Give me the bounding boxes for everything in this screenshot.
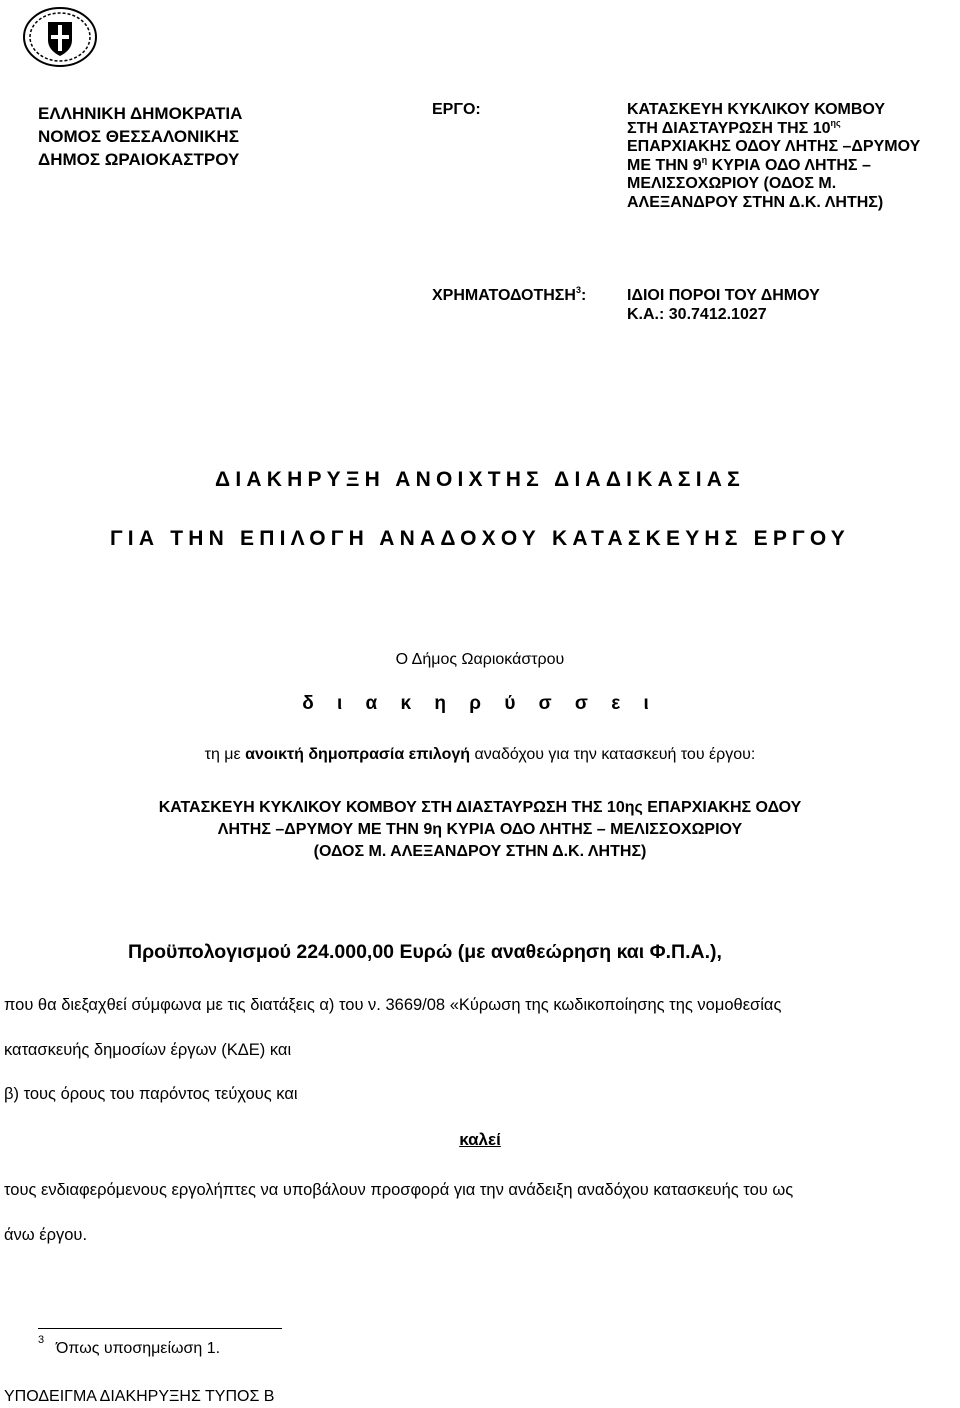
law-line-2: κατασκευής δημοσίων έργων (ΚΔΕ) και	[4, 1041, 292, 1059]
project-line-5: ΜΕΛΙΣΣΟΧΩΡΙΟΥ (ΟΔΟΣ Μ.	[627, 175, 837, 192]
declares-line: δ ι α κ η ρ ύ σ σ ε ι	[302, 693, 658, 714]
footnote-number: 3	[38, 1334, 45, 1346]
project-desc-line-2: ΛΗΤΗΣ –ΔΡΥΜΟΥ ΜΕ ΤΗΝ 9η ΚΥΡΙΑ ΟΔΟ ΛΗΤΗΣ – ΜΕΛΙΣΣΟΧΩΡΙΟΥ	[217, 821, 743, 838]
terms-line: β) τους όρους του παρόντος τεύχους και	[4, 1085, 298, 1103]
intro-text-b: αναδόχου για την κατασκευή του έργου:	[470, 746, 756, 763]
intro-line	[0, 746, 960, 764]
budget-line: Προϋπολογισμού 224.000,00 Ευρώ (με αναθεώρηση και Φ.Π.Α.),	[128, 941, 722, 963]
project-line-4	[627, 154, 920, 176]
invite-line-1: τους ενδιαφερόμενους εργολήπτες να υποβάλουν προσφορά για την ανάδειξη αναδόχου κατασκευής του ως	[4, 1181, 794, 1199]
project-description	[0, 797, 960, 863]
project-line-2	[627, 117, 920, 139]
issuer-country: ΕΛΛΗΝΙΚΗ ΔΗΜΟΚΡΑΤΙΑ	[38, 104, 243, 123]
intro-text-a: τη με	[204, 746, 246, 763]
intro-text-bold: ανοικτή δημοπρασία επιλογή	[245, 746, 471, 763]
project-line-2-text: ΣΤΗ ΔΙΑΣΤΑΥΡΩΣΗ ΤΗΣ 10	[627, 119, 831, 137]
project-value	[627, 101, 920, 212]
funding-label-colon: :	[580, 287, 587, 304]
funding-label	[432, 287, 586, 305]
footnote-text: Όπως υποσημείωση 1.	[56, 1340, 221, 1357]
issuer-prefecture: ΝΟΜΟΣ ΘΕΣΣΑΛΟΝΙΚΗΣ	[38, 127, 239, 146]
footer-label: ΥΠΟΔΕΙΓΜΑ ΔΙΑΚΗΡΥΞΗΣ ΤΥΠΟΣ Β	[4, 1388, 275, 1405]
project-line-2-sup: ης	[830, 117, 841, 128]
funding-label-sup: 3	[575, 285, 581, 295]
invites-heading: καλεί	[459, 1130, 501, 1149]
project-line-1: ΚΑΤΑΣΚΕΥΗ ΚΥΚΛΙΚΟΥ ΚΟΜΒΟΥ	[627, 101, 886, 118]
law-line-1: που θα διεξαχθεί σύμφωνα με τις διατάξεις α) του ν. 3669/08 «Κύρωση της κωδικοποίησης της νομοθεσίας	[4, 996, 782, 1014]
footnote-separator	[38, 1328, 282, 1329]
project-label: ΕΡΓΟ:	[432, 101, 481, 118]
document-subtitle: ΓΙΑ ΤΗΝ ΕΠΙΛΟΓΗ ΑΝΑΔΟΧΟΥ ΚΑΤΑΣΚΕΥΗΣ ΕΡΓΟΥ	[109, 527, 851, 550]
issuer-block	[38, 102, 242, 171]
document-title: ΔΙΑΚΗΡΥΞΗ ΑΝΟΙΧΤΗΣ ΔΙΑΔΙΚΑΣΙΑΣ	[215, 468, 745, 491]
funding-line-2: Κ.Α.: 30.7412.1027	[627, 305, 767, 323]
funding-label-text: ΧΡΗΜΑΤΟΔΟΤΗΣΗ	[432, 287, 576, 304]
project-line-3: ΕΠΑΡΧΙΑΚΗΣ ΟΔΟΥ ΛΗΤΗΣ –ΔΡΥΜΟΥ	[627, 138, 921, 155]
project-desc-line-1: ΚΑΤΑΣΚΕΥΗ ΚΥΚΛΙΚΟΥ ΚΟΜΒΟΥ ΣΤΗ ΔΙΑΣΤΑΥΡΩΣΗ ΤΗΣ 10ης ΕΠΑΡΧΙΑΚΗΣ ΟΔΟΥ	[158, 799, 802, 816]
issuer-municipality: ΔΗΜΟΣ ΩΡΑΙΟΚΑΣΤΡΟΥ	[38, 150, 240, 169]
project-line-4b: ΚΥΡΙΑ ΟΔΟ ΛΗΤΗΣ –	[707, 156, 871, 174]
project-line-6: ΑΛΕΞΑΝΔΡΟΥ ΣΤΗΝ Δ.Κ. ΛΗΤΗΣ)	[627, 193, 884, 211]
project-line-4a: ΜΕ ΤΗΝ 9	[627, 156, 702, 174]
municipality-line: Ο Δήμος Ωαριοκάστρου	[395, 651, 565, 668]
funding-line-1: ΙΔΙΟΙ ΠΟΡΟΙ ΤΟΥ ΔΗΜΟΥ	[627, 287, 820, 304]
greek-emblem-icon	[22, 6, 98, 68]
invite-line-2: άνω έργου.	[4, 1226, 88, 1244]
project-line-4-sup: η	[701, 154, 708, 165]
project-desc-line-3: (ΟΔΟΣ Μ. ΑΛΕΞΑΝΔΡΟΥ ΣΤΗΝ Δ.Κ. ΛΗΤΗΣ)	[313, 843, 647, 860]
funding-value	[627, 287, 820, 324]
